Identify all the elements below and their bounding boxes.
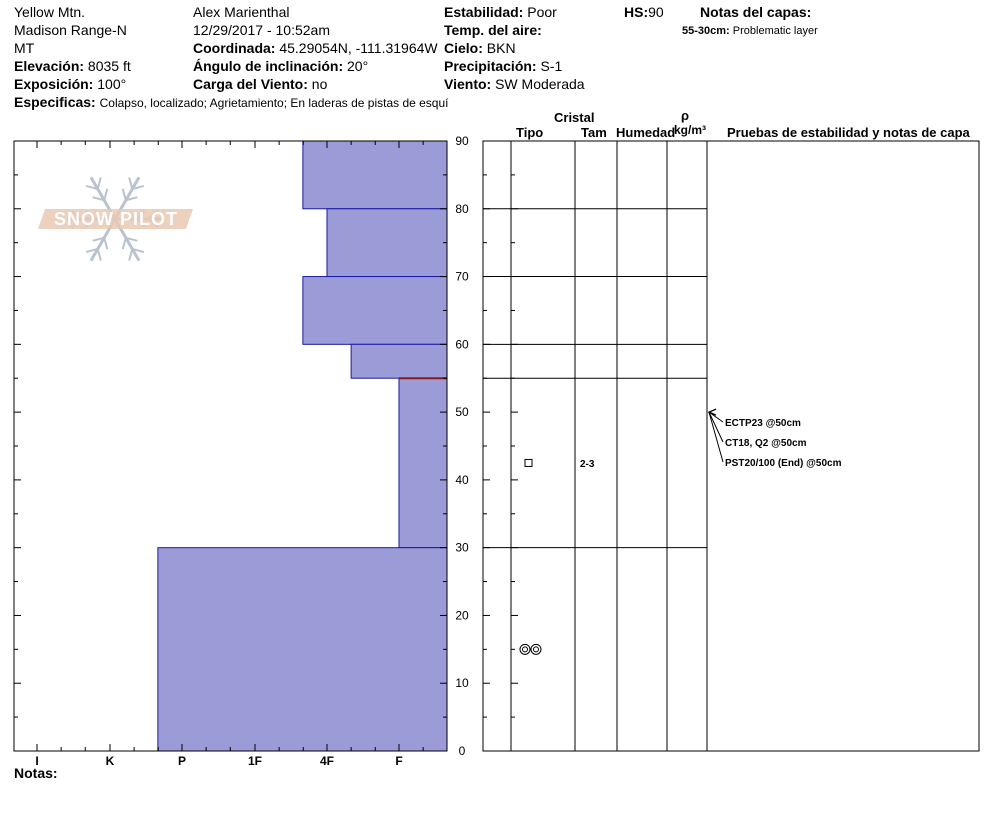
hardness-layer-bar (303, 141, 447, 209)
wind-load-value: no (311, 76, 328, 92)
melt-freeze-crystal-icon (531, 644, 541, 654)
size-column-header: Tam (581, 125, 607, 140)
hardness-tick-label: K (105, 754, 115, 768)
range-name: Madison Range-N (14, 22, 127, 38)
snowflake-branch (123, 189, 126, 201)
hardness-layer-bar (351, 344, 447, 378)
aspect-value: 100° (97, 76, 127, 92)
coordinates-label: Coordinada: (193, 40, 276, 56)
coordinates-value: 45.29054N, -111.31964W (279, 40, 438, 56)
depth-tick-label: 50 (455, 405, 469, 420)
snowflake-branch (123, 238, 126, 250)
hardness-layer-bar (399, 378, 447, 547)
state-name: MT (14, 40, 35, 56)
snowflake-branch (129, 249, 132, 261)
melt-freeze-crystal-icon (523, 647, 528, 652)
depth-tick-label: 0 (458, 744, 466, 758)
depth-tick-label: 80 (455, 201, 469, 216)
snowflake-branch (98, 177, 101, 189)
snow-height-value: 90 (648, 4, 664, 20)
snow-pilot-logo (38, 177, 193, 260)
hardness-layer-bar (158, 548, 447, 751)
elevation-label: Elevación: (14, 58, 85, 74)
air-temp-label: Temp. del aire: (444, 22, 542, 38)
moisture-column-header: Humedad (616, 125, 676, 140)
observation-datetime: 12/29/2017 - 10:52am (193, 22, 330, 38)
snow-height-label: HS: (624, 4, 649, 20)
notes-label: Notas: (14, 765, 58, 781)
stability-test-label: CT18, Q2 @50cm (725, 438, 807, 449)
hardness-layer-bar (303, 277, 447, 345)
layer-notes-label: Notas del capas: (700, 4, 812, 20)
melt-freeze-crystal-icon (520, 644, 530, 654)
snowflake-branch (98, 249, 101, 261)
density-unit-header: kg/m³ (674, 123, 707, 137)
elevation-value: 8035 ft (87, 58, 131, 74)
wind-label: Viento: (444, 76, 492, 92)
precipitation-label: Precipitación: (444, 58, 537, 74)
stability-value: Poor (527, 4, 557, 20)
precipitation-value: S-1 (540, 58, 563, 74)
melt-freeze-crystal-icon (534, 647, 539, 652)
layer-note-depth: 55-30cm: (682, 25, 730, 37)
wind-load-label: Carga del Viento: (193, 76, 308, 92)
sky-value: BKN (486, 40, 516, 56)
depth-tick-label: 90 (455, 134, 469, 148)
depth-tick-label: 60 (455, 337, 469, 352)
type-column-header: Tipo (516, 125, 544, 140)
depth-tick-label: 30 (455, 540, 469, 555)
stability-test-label: PST20/100 (End) @50cm (725, 458, 842, 469)
location-name: Yellow Mtn. (14, 4, 86, 20)
faceted-crystal-icon (525, 459, 532, 466)
hardness-tick-label: F (395, 754, 403, 768)
depth-tick-label: 70 (455, 269, 469, 284)
snowflake-branch (129, 177, 132, 189)
hardness-tick-label: 1F (247, 754, 263, 768)
snowflake-branch (104, 189, 107, 201)
layer-note-text: Problematic layer (732, 25, 818, 37)
snowflake-branch (104, 238, 107, 250)
specifics-label: Especificas: (14, 94, 96, 110)
specifics-value: Colapso, localizado; Agrietamiento; En laderas de pistas de esquí (99, 96, 449, 110)
logo-text: SNOW PILOT (54, 209, 178, 229)
depth-tick-label: 20 (455, 608, 469, 623)
sky-label: Cielo: (444, 40, 483, 56)
hardness-tick-label: I (35, 754, 39, 768)
depth-tick-label: 40 (455, 472, 469, 487)
wind-value: SW Moderada (495, 76, 585, 92)
stability-tests-header: Pruebas de estabilidad y notas de capa (727, 125, 970, 140)
depth-tick-label: 10 (455, 676, 469, 691)
density-symbol-header: ρ (681, 108, 690, 123)
crystal-group-header: Cristal (554, 110, 595, 125)
slope-angle-label: Ángulo de inclinación: (193, 58, 344, 74)
slope-angle-value: 20° (347, 58, 369, 74)
stability-test-label: ECTP23 @50cm (725, 418, 801, 429)
crystal-size-value: 2-3 (580, 458, 595, 470)
aspect-label: Exposición: (14, 76, 94, 92)
stability-label: Estabilidad: (444, 4, 524, 20)
hardness-tick-label: P (177, 754, 187, 768)
observer-name: Alex Marienthal (193, 4, 290, 20)
hardness-tick-label: 4F (319, 754, 335, 768)
hardness-layer-bar (327, 209, 447, 277)
